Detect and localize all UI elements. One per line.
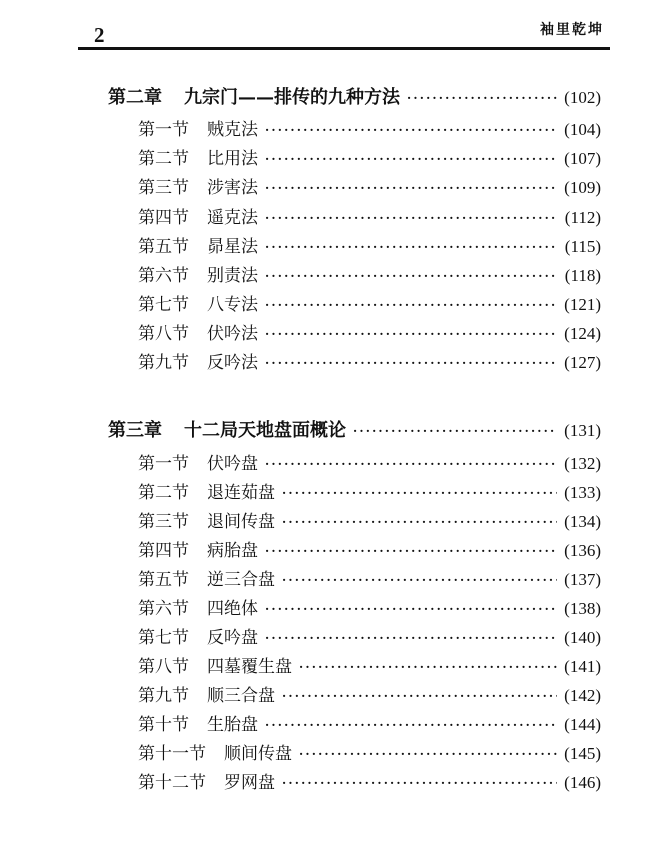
dot-leader bbox=[265, 266, 558, 286]
dot-leader bbox=[265, 208, 558, 228]
page-reference: (104) bbox=[564, 120, 601, 139]
dot-leader bbox=[282, 686, 557, 706]
section-number: 第九节 bbox=[138, 686, 189, 706]
section-title: 别责法 bbox=[207, 266, 258, 286]
dot-leader bbox=[407, 88, 557, 108]
dot-leader bbox=[265, 541, 557, 561]
page-reference: (132) bbox=[564, 454, 601, 473]
dot-leader bbox=[265, 599, 557, 619]
section-number: 第三节 bbox=[138, 178, 189, 198]
dot-leader bbox=[265, 454, 557, 474]
section-entry bbox=[138, 566, 601, 594]
section-number: 第九节 bbox=[138, 353, 189, 373]
page-reference: (131) bbox=[564, 421, 601, 440]
dot-leader bbox=[299, 744, 557, 764]
section-title: 八专法 bbox=[207, 295, 258, 315]
page-reference: (133) bbox=[564, 483, 601, 502]
section-entry bbox=[138, 349, 601, 377]
dot-leader bbox=[265, 120, 557, 140]
page-reference: (136) bbox=[564, 541, 601, 560]
section-number: 第十一节 bbox=[138, 744, 206, 764]
section-number: 第一节 bbox=[138, 120, 189, 140]
section-number: 第六节 bbox=[138, 599, 189, 619]
section-number: 第七节 bbox=[138, 295, 189, 315]
section-number: 第五节 bbox=[138, 570, 189, 590]
page-reference: (127) bbox=[564, 353, 601, 372]
page-reference: (124) bbox=[564, 324, 601, 343]
section-title: 伏吟法 bbox=[207, 324, 258, 344]
page-reference: (115) bbox=[564, 237, 601, 256]
page-number: 2 bbox=[94, 23, 105, 47]
section-title: 生胎盘 bbox=[207, 715, 258, 735]
section-entry bbox=[138, 624, 601, 652]
section-title: 反吟盘 bbox=[207, 628, 258, 648]
section-number: 第四节 bbox=[138, 208, 189, 228]
section-title: 顺间传盘 bbox=[224, 744, 292, 764]
section-entry bbox=[138, 711, 601, 739]
section-title: 病胎盘 bbox=[207, 541, 258, 561]
page-reference: (141) bbox=[564, 657, 601, 676]
section-title: 退连茹盘 bbox=[207, 483, 275, 503]
section-entry bbox=[138, 291, 601, 319]
section-entry bbox=[138, 682, 601, 710]
chapter-entry bbox=[108, 417, 601, 445]
page-reference: (142) bbox=[564, 686, 601, 705]
section-number: 第七节 bbox=[138, 628, 189, 648]
page-reference: (140) bbox=[564, 628, 601, 647]
section-entry bbox=[138, 204, 601, 232]
chapter-entry bbox=[108, 84, 601, 112]
section-title: 退间传盘 bbox=[207, 512, 275, 532]
dot-leader bbox=[265, 178, 557, 198]
page-reference: (107) bbox=[564, 149, 601, 168]
section-title: 四绝体 bbox=[207, 599, 258, 619]
dot-leader bbox=[265, 149, 557, 169]
section-title: 逆三合盘 bbox=[207, 570, 275, 590]
section-title: 反吟法 bbox=[207, 353, 258, 373]
page-reference: (137) bbox=[564, 570, 601, 589]
dot-leader bbox=[353, 421, 557, 441]
section-title: 遥克法 bbox=[207, 208, 258, 228]
dot-leader bbox=[282, 570, 557, 590]
section-title: 昴星法 bbox=[207, 237, 258, 257]
page-reference: (112) bbox=[564, 208, 601, 227]
section-entry bbox=[138, 262, 601, 290]
dot-leader bbox=[265, 715, 557, 735]
page-reference: (109) bbox=[564, 178, 601, 197]
section-entry bbox=[138, 508, 601, 536]
section-entry bbox=[138, 174, 601, 202]
section-entry bbox=[138, 537, 601, 565]
section-number: 第十节 bbox=[138, 715, 189, 735]
section-number: 第二节 bbox=[138, 483, 189, 503]
page-reference: (144) bbox=[564, 715, 601, 734]
chapter-title: 十二局天地盘面概论 bbox=[184, 420, 346, 441]
page-reference: (121) bbox=[564, 295, 601, 314]
chapter-number: 第三章 bbox=[108, 420, 162, 441]
section-entry bbox=[138, 233, 601, 261]
dot-leader bbox=[265, 237, 558, 257]
dot-leader bbox=[265, 295, 557, 315]
section-title: 贼克法 bbox=[207, 120, 258, 140]
page-reference: (138) bbox=[564, 599, 601, 618]
section-title: 涉害法 bbox=[207, 178, 258, 198]
dot-leader bbox=[282, 512, 557, 532]
section-entry bbox=[138, 653, 601, 681]
section-entry bbox=[138, 145, 601, 173]
dot-leader bbox=[282, 483, 557, 503]
chapter-title: 九宗门——排传的九种方法 bbox=[184, 87, 400, 108]
dot-leader bbox=[265, 353, 557, 373]
section-number: 第八节 bbox=[138, 657, 189, 677]
section-number: 第二节 bbox=[138, 149, 189, 169]
section-entry bbox=[138, 320, 601, 348]
section-title: 罗网盘 bbox=[224, 773, 275, 793]
section-entry bbox=[138, 479, 601, 507]
section-number: 第十二节 bbox=[138, 773, 206, 793]
dot-leader bbox=[265, 324, 557, 344]
section-number: 第一节 bbox=[138, 454, 189, 474]
page-reference: (102) bbox=[564, 88, 601, 107]
section-number: 第五节 bbox=[138, 237, 189, 257]
section-title: 伏吟盘 bbox=[207, 454, 258, 474]
dot-leader bbox=[282, 773, 557, 793]
section-title: 顺三合盘 bbox=[207, 686, 275, 706]
section-entry bbox=[138, 450, 601, 478]
page-reference: (146) bbox=[564, 773, 601, 792]
dot-leader bbox=[265, 628, 557, 648]
running-title: 袖里乾坤 bbox=[540, 22, 604, 38]
chapter-number: 第二章 bbox=[108, 87, 162, 108]
page-reference: (118) bbox=[564, 266, 601, 285]
section-number: 第四节 bbox=[138, 541, 189, 561]
section-number: 第三节 bbox=[138, 512, 189, 532]
page-reference: (134) bbox=[564, 512, 601, 531]
section-number: 第六节 bbox=[138, 266, 189, 286]
section-entry bbox=[138, 595, 601, 623]
page-reference: (145) bbox=[564, 744, 601, 763]
section-entry bbox=[138, 740, 601, 768]
dot-leader bbox=[299, 657, 557, 677]
section-number: 第八节 bbox=[138, 324, 189, 344]
section-title: 比用法 bbox=[207, 149, 258, 169]
section-entry bbox=[138, 769, 601, 797]
section-entry bbox=[138, 116, 601, 144]
section-title: 四墓覆生盘 bbox=[207, 657, 292, 677]
